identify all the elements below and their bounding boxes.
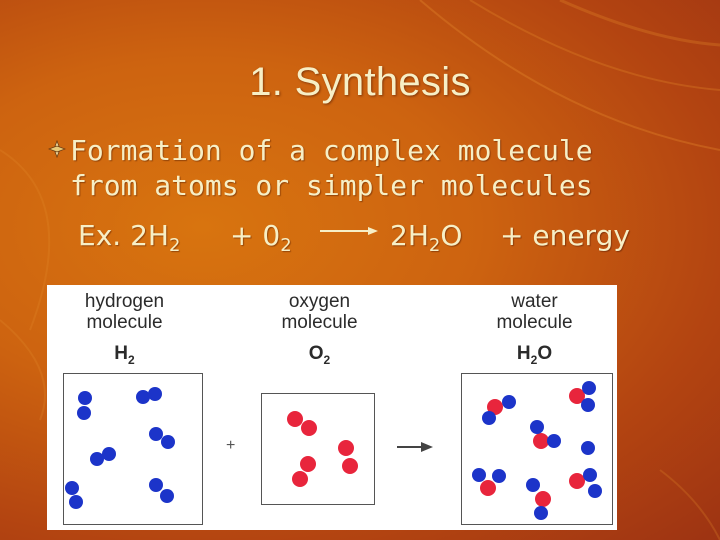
hydrogen-atom [583, 468, 597, 482]
hydrogen-atom [581, 398, 595, 412]
chemical-equation [78, 218, 698, 254]
water-formula-subscript: 2 [530, 352, 538, 367]
equation-reactant-oxygen [230, 218, 292, 254]
hydrogen-molecules [65, 387, 175, 509]
hydrogen-atom [482, 411, 496, 425]
hydrogen-atom [161, 435, 175, 449]
equation-water-subscript: 2 [428, 235, 441, 256]
oxygen-atom [535, 491, 551, 507]
oxygen-atom [300, 456, 316, 472]
oxygen-molecules [287, 411, 358, 487]
hydrogen-atom [69, 495, 83, 509]
hydrogen-atom [472, 468, 486, 482]
water-formula-text-a: H [516, 343, 531, 364]
hydrogen-atom [581, 441, 595, 455]
bullet-text [70, 133, 690, 203]
equation-water-text-a: 2H [390, 219, 429, 252]
hydrogen-atom [588, 484, 602, 498]
hydrogen-formula-text: H [114, 343, 129, 364]
oxygen-formula-subscript: 2 [323, 352, 331, 367]
hydrogen-atom [526, 478, 540, 492]
hydrogen-atom [582, 381, 596, 395]
hydrogen-atom [77, 406, 91, 420]
hydrogen-atom [492, 469, 506, 483]
hydrogen-atom [530, 420, 544, 434]
diagram-arrow-head [421, 442, 433, 452]
oxygen-atom [342, 458, 358, 474]
equation-oxygen-text: + 0 [230, 219, 281, 252]
equation-energy: + energy [500, 219, 630, 252]
hydrogen-atom [534, 506, 548, 520]
equation-water-text-b: O [440, 219, 463, 252]
hydrogen-atom [136, 390, 150, 404]
reaction-arrow [397, 442, 433, 452]
hydrogen-atom [149, 427, 163, 441]
bullet-icon [48, 140, 66, 158]
hydrogen-atom [78, 391, 92, 405]
oxygen-formula-text: O [308, 343, 324, 364]
hydrogen-atom [149, 478, 163, 492]
equation-oxygen-subscript: 2 [280, 235, 292, 256]
bullet-line-2: from atoms or simpler molecules [70, 169, 593, 202]
bullet-line-1: Formation of a complex molecule [70, 134, 593, 167]
oxygen-atom [569, 473, 585, 489]
oxygen-atom [301, 420, 317, 436]
water-label-line-2: molecule [496, 312, 573, 333]
molecule-diagram [47, 285, 617, 530]
hydrogen-atom [160, 489, 174, 503]
hydrogen-label-line-1: hydrogen [84, 291, 165, 312]
hydrogen-atom [502, 395, 516, 409]
hydrogen-formula-subscript: 2 [128, 352, 135, 367]
water-molecules [472, 381, 602, 520]
oxygen-atom [287, 411, 303, 427]
oxygen-atom [480, 480, 496, 496]
oxygen-atom [533, 433, 549, 449]
hydrogen-label-line-2: molecule [86, 312, 163, 333]
oxygen-atom [292, 471, 308, 487]
water-label-line-1: water [511, 291, 558, 312]
equation-hydrogen-subscript: 2 [168, 235, 181, 256]
plus-sign: + [226, 437, 236, 454]
hydrogen-atom [102, 447, 116, 461]
atom-layer [47, 285, 617, 530]
reaction-arrow-icon [318, 218, 380, 254]
oxygen-atom [338, 440, 354, 456]
hydrogen-atom [90, 452, 104, 466]
hydrogen-atom [65, 481, 79, 495]
slide-title: 1. Synthesis [249, 60, 471, 104]
hydrogen-atom [148, 387, 162, 401]
hydrogen-atom [547, 434, 561, 448]
water-formula-text-b: O [537, 343, 553, 364]
equation-hydrogen-text: Ex. 2H [78, 219, 169, 252]
oxygen-label-line-2: molecule [281, 312, 358, 333]
equation-reactant-hydrogen [78, 218, 180, 254]
oxygen-label-line-1: oxygen [288, 291, 351, 312]
equation-product-water [390, 218, 462, 254]
